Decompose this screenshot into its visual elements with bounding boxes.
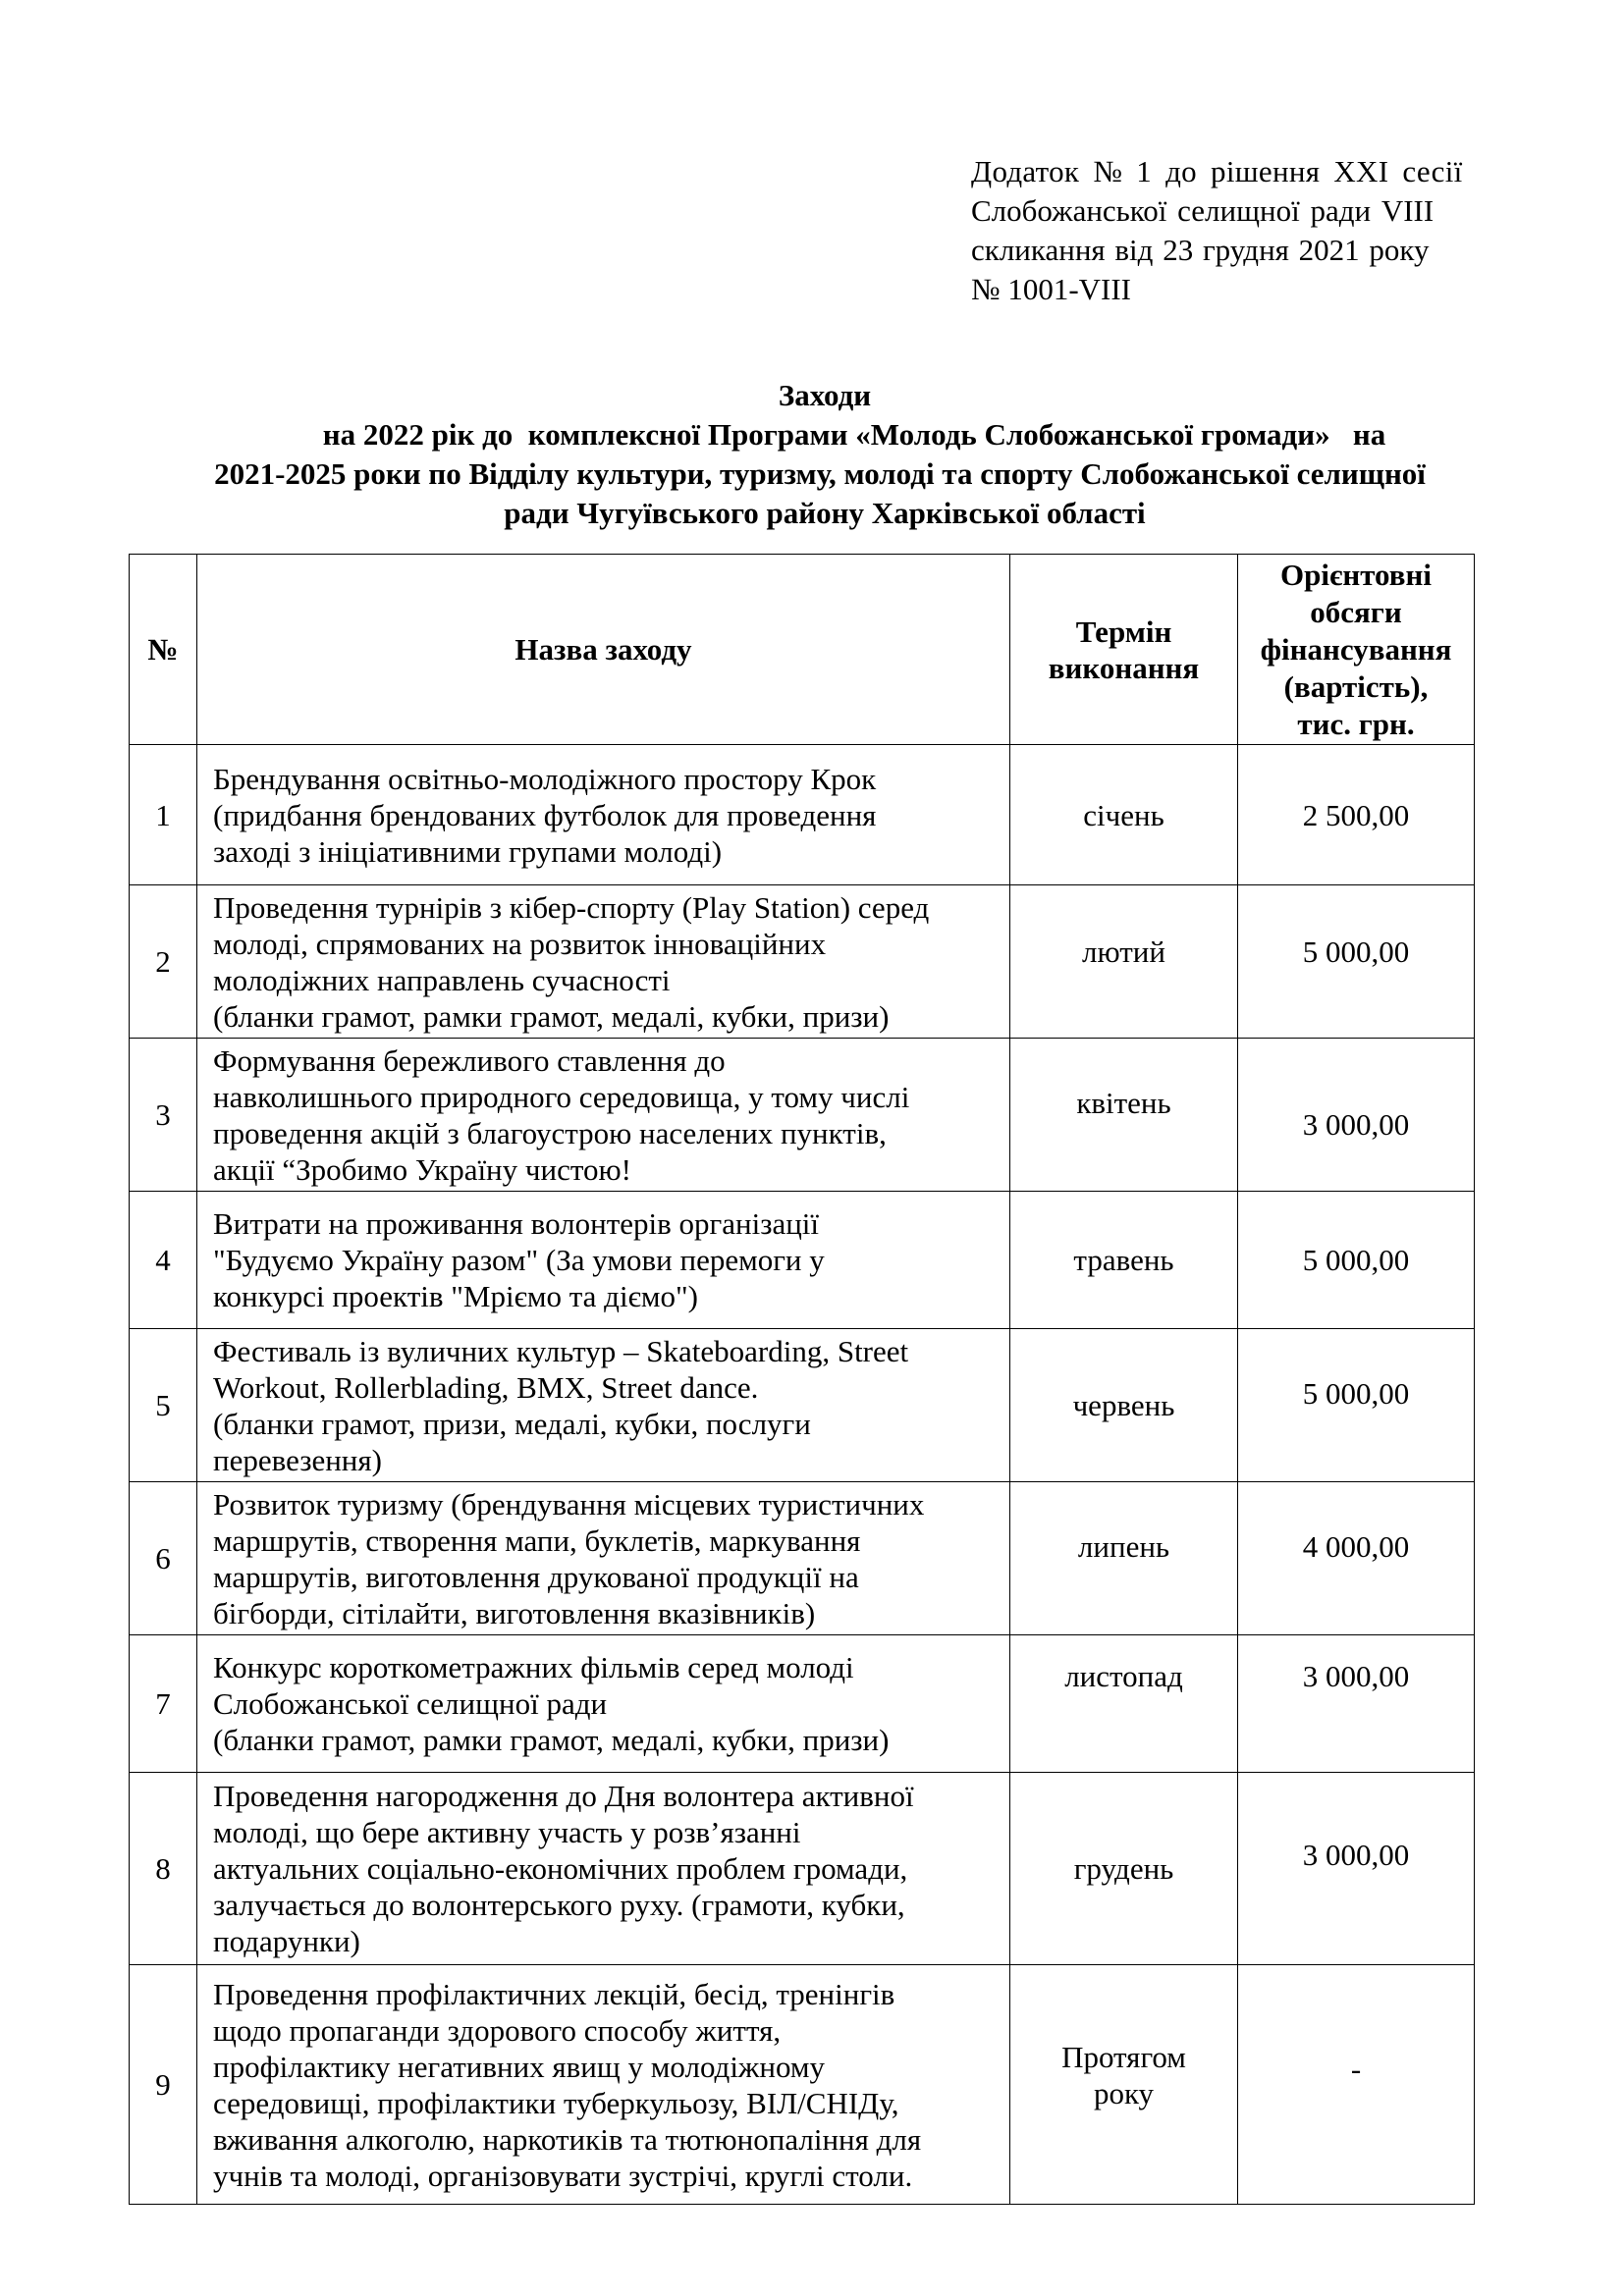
appendix-note	[971, 152, 1477, 309]
measure-funding	[1238, 1039, 1475, 1192]
measure-funding-value: 3 000,00	[1302, 1107, 1410, 1142]
measure-term-line: Протягом	[1061, 2039, 1186, 2074]
measure-funding-value: 5 000,00	[1302, 934, 1410, 969]
header-num: №	[130, 555, 197, 745]
measure-name-line: конкурсі проектів "Мріємо та діємо")	[213, 1279, 698, 1313]
measures-table	[129, 554, 1475, 2205]
row-number: 9	[130, 1965, 197, 2205]
heading-line: на 2022 рік до комплексної Програми «Молодь Слобожанської громади» на	[322, 417, 1386, 452]
measure-name-line: Workout, Rollerblading, BMX, Street dance.	[213, 1369, 759, 1405]
measure-term	[1010, 885, 1238, 1039]
row-number: 5	[130, 1329, 197, 1482]
row-number: 6	[130, 1482, 197, 1635]
measure-name-line: Фестиваль із вуличних культур – Skateboarding, Street	[213, 1333, 909, 1368]
header-sum-line: Орієнтовні	[1280, 557, 1432, 592]
measure-name-line: Формування бережливого ставлення до	[213, 1042, 726, 1078]
document-title: Заходи	[778, 378, 872, 412]
measure-funding	[1238, 885, 1475, 1039]
measure-name-line: заході з ініціативними групами молоді)	[213, 833, 723, 869]
row-number: 2	[130, 885, 197, 1039]
measure-name-line: Проведення турнірів з кібер-спорту (Play Station) серед	[213, 889, 930, 925]
table-row	[130, 1965, 1475, 2205]
header-sum-line: (вартість),	[1283, 668, 1429, 704]
measure-name-line: Витрати на проживання волонтерів організації	[213, 1206, 820, 1241]
measure-term	[1010, 1635, 1238, 1773]
measure-name-line: подарунки)	[213, 1924, 360, 1958]
measure-term	[1010, 1773, 1238, 1965]
measure-funding-value: 3 000,00	[1302, 1838, 1410, 1872]
heading-line: 2021-2025 роки по Відділу культури, туризму, молоді та спорту Слобожанської селищної	[214, 456, 1426, 491]
measure-name	[197, 1635, 1010, 1773]
table-row	[130, 1039, 1475, 1192]
measure-term-line: липень	[1077, 1529, 1170, 1564]
measure-term	[1010, 745, 1238, 885]
table-row	[130, 1192, 1475, 1329]
appendix-line: № 1001-VIII	[971, 272, 1132, 306]
header-sum	[1238, 555, 1475, 745]
measure-name-line: молодіжних направлень сучасності	[213, 962, 671, 997]
measure-name-line: проведення акцій з благоустрою населених пунктів,	[213, 1115, 887, 1150]
measure-name-line: вживання алкоголю, наркотиків та тютюнопаління для	[213, 2121, 922, 2157]
measure-name-line: маршрутів, виготовлення друкованої продукції на	[213, 1559, 859, 1594]
measure-name	[197, 1039, 1010, 1192]
measure-name	[197, 1482, 1010, 1635]
header-sum-line: фінансування	[1260, 631, 1452, 667]
measure-funding	[1238, 1482, 1475, 1635]
measure-name-line: перевезення)	[213, 1442, 382, 1477]
measure-name-line: молоді, що бере активну участь у розв’язанні	[213, 1815, 801, 1849]
measure-funding-value: 5 000,00	[1302, 1243, 1410, 1277]
measure-term	[1010, 1192, 1238, 1329]
table-row	[130, 745, 1475, 885]
header-term	[1010, 555, 1238, 745]
measure-funding	[1238, 1329, 1475, 1482]
row-number: 1	[130, 745, 197, 885]
measure-term-line: червень	[1072, 1388, 1175, 1422]
measure-name-line: акції “Зробимо Україну чистою!	[213, 1151, 631, 1187]
measure-funding-value: -	[1350, 2052, 1362, 2086]
measure-name-line: актуальних соціально-економічних проблем громади,	[213, 1851, 908, 1886]
table-row	[130, 1482, 1475, 1635]
measure-name-line: (бланки грамот, рамки грамот, медалі, кубки, призи)	[213, 998, 890, 1034]
measure-funding-value: 2 500,00	[1302, 797, 1410, 832]
measure-term	[1010, 1965, 1238, 2205]
header-sum-line: обсяги	[1310, 594, 1402, 629]
header-term-line: Термін	[1075, 614, 1172, 649]
table-row	[130, 1635, 1475, 1773]
appendix-line: скликання від 23 грудня 2021 року	[971, 233, 1430, 267]
measure-name-line: Розвиток туризму (брендування місцевих туристичних	[213, 1486, 925, 1522]
measure-name-line: учнів та молоді, організовувати зустрічі, круглі столи.	[213, 2158, 913, 2193]
measure-name-line: профілактику негативних явищ у молодіжному	[213, 2049, 825, 2084]
measure-term	[1010, 1482, 1238, 1635]
header-term-line: виконання	[1048, 650, 1200, 685]
measure-name-line: (бланки грамот, рамки грамот, медалі, кубки, призи)	[213, 1723, 890, 1757]
measure-term	[1010, 1039, 1238, 1192]
measure-name-line: середовищі, профілактики туберкульозу, ВІЛ/СНІДу,	[213, 2085, 899, 2120]
measure-name-line: маршрутів, створення мапи, буклетів, маркування	[213, 1522, 861, 1558]
row-number: 4	[130, 1192, 197, 1329]
measure-funding	[1238, 1965, 1475, 2205]
table-row	[130, 1773, 1475, 1965]
measure-name	[197, 745, 1010, 885]
measure-name-line: залучається до волонтерського руху. (грамоти, кубки,	[213, 1888, 905, 1922]
measure-name-line: (придбання брендованих футболок для проведення	[213, 797, 877, 832]
table-body	[130, 745, 1475, 2205]
heading-line: ради Чугуївського району Харківської області	[504, 496, 1146, 530]
measure-name	[197, 1965, 1010, 2205]
measure-name-line: навколишнього природного середовища, у тому числі	[213, 1079, 910, 1114]
measure-term-line: січень	[1083, 797, 1164, 832]
measure-term-line: листопад	[1064, 1659, 1183, 1693]
measure-name	[197, 885, 1010, 1039]
table-row	[130, 1329, 1475, 1482]
table-row	[130, 885, 1475, 1039]
measure-name	[197, 1192, 1010, 1329]
measure-name	[197, 1329, 1010, 1482]
measure-name	[197, 1773, 1010, 1965]
table-header-row	[130, 555, 1475, 745]
row-number: 3	[130, 1039, 197, 1192]
measure-funding	[1238, 1773, 1475, 1965]
document-heading	[157, 376, 1492, 533]
measure-term	[1010, 1329, 1238, 1482]
row-number: 7	[130, 1635, 197, 1773]
measure-name-line: Проведення профілактичних лекцій, бесід, тренінгів	[213, 1976, 895, 2011]
measure-funding	[1238, 1192, 1475, 1329]
measure-name-line: бігборди, сітілайти, виготовлення вказівників)	[213, 1595, 816, 1630]
measure-name-line: молоді, спрямованих на розвиток інноваційних	[213, 926, 827, 961]
measure-name-line: Слобожанської селищної ради	[213, 1686, 608, 1721]
measure-name-line: Конкурс короткометражних фільмів серед молоді	[213, 1650, 854, 1684]
measure-term-line: лютий	[1082, 934, 1165, 969]
measure-funding	[1238, 1635, 1475, 1773]
header-sum-line: тис. грн.	[1297, 706, 1415, 741]
measure-name-line: щодо пропаганди здорового способу життя,	[213, 2012, 782, 2048]
row-number: 8	[130, 1773, 197, 1965]
measure-name-line: "Будуємо Україну разом" (За умови перемоги у	[213, 1243, 825, 1277]
measure-funding-value: 3 000,00	[1302, 1659, 1410, 1693]
measure-term-line: квітень	[1076, 1086, 1171, 1120]
measure-funding	[1238, 745, 1475, 885]
measure-name-line: Брендування освітньо-молодіжного простору Крок	[213, 761, 877, 796]
header-name: Назва заходу	[197, 555, 1010, 745]
measure-name-line: (бланки грамот, призи, медалі, кубки, послуги	[213, 1406, 811, 1441]
measure-term-line: року	[1093, 2075, 1155, 2110]
measure-term-line: грудень	[1073, 1851, 1174, 1886]
measure-name-line: Проведення нагородження до Дня волонтера активної	[213, 1779, 914, 1813]
appendix-line: Додаток № 1 до рішення XXI сесії	[971, 154, 1463, 188]
measure-term-line: травень	[1073, 1243, 1174, 1277]
appendix-line: Слобожанської селищної ради VIII	[971, 193, 1435, 228]
measure-funding-value: 5 000,00	[1302, 1376, 1410, 1411]
measure-funding-value: 4 000,00	[1302, 1529, 1410, 1564]
